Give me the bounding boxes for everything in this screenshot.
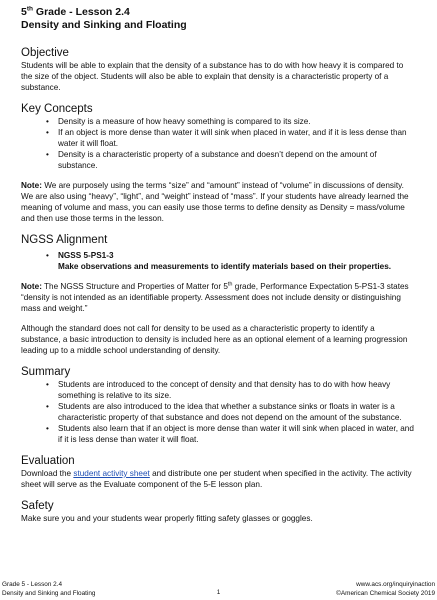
title-rest: Grade - Lesson 2.4 [32,6,130,18]
although-paragraph: Although the standard does not call for density to be used as a characteristic property to identify a substance, a basic introduction to density is included here as an optional element of a learning progression leading up to a middle school understanding of density. [21,324,408,355]
list-item: • Students are also introduced to the idea that whether a substance sinks or floats in water is a characteristic property of that substance and does not depend on the amount of the substance. [46,402,402,422]
title-grade: 5 [21,6,27,18]
note-label: Note: [21,181,42,190]
note-ngss: Note: The NGSS Structure and Properties of Matter for 5th grade, Performance Expectation 5-PS1-3 states “density is not intended as an identifiable property. Assessment does not include density or distinguishing mass and weight.” [21,281,409,313]
list-item: • If an object is more dense than water it will sink when placed in water, and if it is less dense than water it will float. [46,128,407,148]
list-item: • Density is a measure of how heavy something is compared to its size. [46,117,311,126]
bullet-icon: • [46,380,49,389]
list-item: • Students are introduced to the concept of density and that density has to do with how heavy something is relative to its size. [46,380,391,400]
bullet-icon: • [46,150,49,159]
ngss-list [21,250,416,272]
list-item [46,250,416,261]
bullet-icon: • [46,251,49,260]
key-concepts-heading: Key Concepts [21,103,93,115]
ngss-standard: Make observations and measurements to identify materials based on their properties. [58,262,392,271]
summary-heading: Summary [21,366,71,378]
evaluation-text: Download the student activity sheet and distribute one per student when specified in the activity. The activity sheet will serve as the Evaluate component of the 5-E lesson plan. [21,469,412,489]
footer-left: Grade 5 - Lesson 2.4 Density and Sinking and Floating [2,581,96,597]
list-item: • Density is a characteristic property of a substance and doesn’t depend on the amount of substance. [46,150,377,170]
list-item: • Students also learn that if an object is more dense than water it will sink when placed in water, and if it is less dense than water it will float. [46,424,414,444]
bullet-icon: • [46,402,49,411]
key-concepts-list [21,116,416,171]
lesson-subtitle: Density and Sinking and Floating [21,18,187,31]
note-terms: Note: We are purposely using the terms “size” and “amount” instead of “volume” in discussions of density. We are also using “heavy”, “light”, and “weight” instead of “mass”. If your students have already learned the meaning of volume and mass, you can easily use those terms to define density as Density = mass/volume and then use those terms in the lesson. [21,181,409,223]
title-superscript: th [26,5,33,13]
evaluation-heading: Evaluation [21,455,75,467]
note-label: Note: [21,282,42,291]
page-number: 1 [216,589,221,596]
footer-right: www.acs.org/inquiryinaction ©American Chemical Society 2019 [336,581,435,597]
page-content [21,6,416,524]
ngss-code: NGSS 5-PS1-3 [58,251,114,260]
summary-list [21,379,416,445]
objective-text: Students will be able to explain that the density of a substance has to do with how heavy it is compared to the size of the object. Students will also be able to explain that density is a characteristic property of a substance. [21,61,404,92]
bullet-icon: • [46,424,49,433]
objective-heading: Objective [21,47,69,59]
safety-heading: Safety [21,500,54,512]
ngss-heading: NGSS Alignment [21,234,108,246]
bullet-icon: • [46,128,49,137]
student-activity-sheet-link[interactable]: student activity sheet [73,469,150,478]
safety-text: Make sure you and your students wear properly fitting safety glasses or goggles. [21,514,313,523]
lesson-title [21,6,416,19]
bullet-icon: • [46,117,49,126]
